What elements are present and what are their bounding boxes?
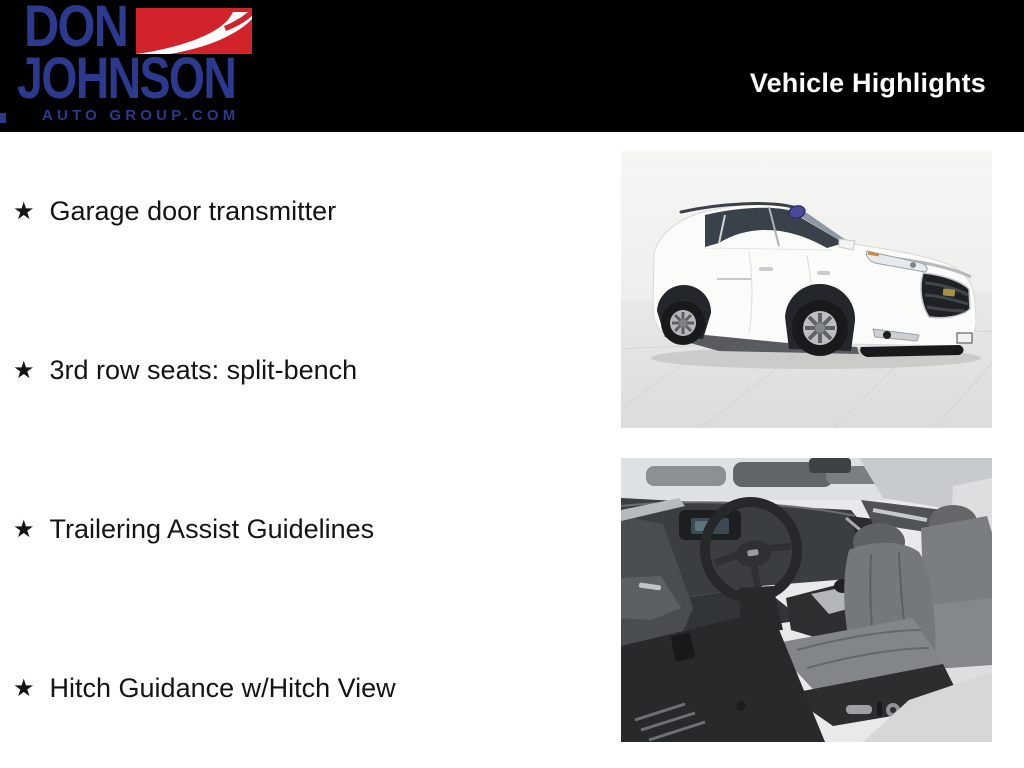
logo-line-johnson: JOHNSON [17, 46, 236, 111]
feature-label: Garage door transmitter [49, 196, 337, 226]
logo-tick-mark [0, 113, 6, 123]
logo-tagline: AUTO GROUP.COM [42, 107, 240, 124]
suv-exterior-photo[interactable] [621, 151, 992, 428]
feature-item [13, 514, 374, 545]
star-bullet-icon: ★ [13, 674, 35, 702]
feature-item [13, 673, 396, 704]
logo-line-don: DON [24, 0, 128, 59]
feature-label: Trailering Assist Guidelines [49, 514, 375, 544]
star-bullet-icon: ★ [13, 356, 35, 384]
suv-interior-photo[interactable] [621, 458, 992, 742]
feature-item [13, 196, 336, 227]
feature-label: Hitch Guidance w/Hitch View [49, 673, 396, 703]
star-bullet-icon: ★ [13, 515, 35, 543]
dealer-logo[interactable] [0, 0, 270, 130]
star-bullet-icon: ★ [13, 197, 35, 225]
header-bar [0, 0, 1024, 132]
feature-label: 3rd row seats: split-bench [49, 355, 358, 385]
page-title: Vehicle Highlights [749, 68, 986, 99]
feature-item [13, 355, 357, 386]
